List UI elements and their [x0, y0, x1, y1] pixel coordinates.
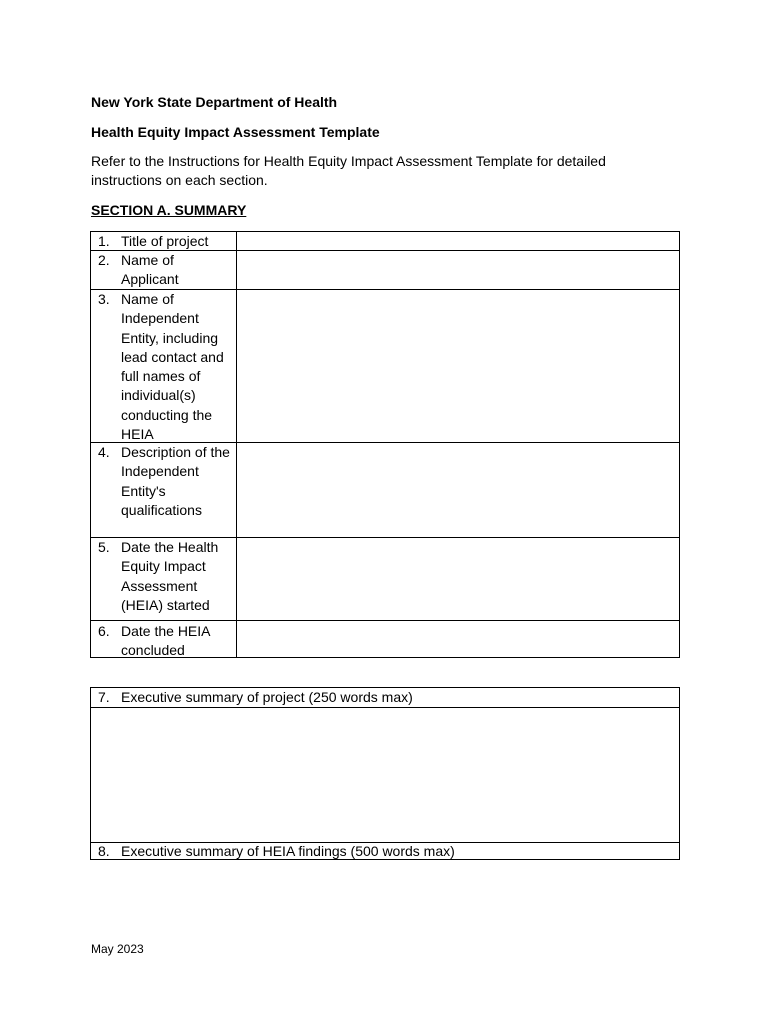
table-row: [91, 289, 679, 442]
row-number: 1.: [98, 233, 110, 249]
row-label: Date the HEIA concluded: [121, 623, 210, 659]
row-label-cell: [91, 232, 237, 250]
row-label: Executive summary of HEIA findings (500 words max): [121, 843, 455, 859]
entity-qualifications-field[interactable]: [237, 443, 679, 537]
table-row: [91, 688, 679, 707]
row-number: 6.: [98, 623, 110, 639]
row-label-cell: [91, 538, 237, 620]
section-a-heading: SECTION A. SUMMARY: [91, 202, 247, 218]
table-row: [91, 842, 679, 859]
table-row: [91, 232, 679, 250]
applicant-name-field[interactable]: [237, 251, 679, 289]
row-label: Description of the Independent Entity's qualifications: [121, 444, 230, 518]
row-label: Executive summary of project (250 words max): [121, 689, 413, 705]
row-number: 5.: [98, 539, 110, 555]
heia-start-date-field[interactable]: [237, 538, 679, 620]
row-number: 8.: [98, 843, 110, 859]
row-label: Date the Health Equity Impact Assessment (HEIA) started: [121, 539, 219, 613]
row-label-cell: [91, 443, 237, 537]
row-label: Name of Independent Entity, including lead contact and full names of individual(s) conducting the HEIA: [121, 291, 224, 443]
template-title: Health Equity Impact Assessment Template: [91, 124, 380, 140]
table-row: [91, 537, 679, 620]
intro-text: Refer to the Instructions for Health Equity Impact Assessment Template for detailed instructions on each section.: [91, 153, 606, 188]
heia-end-date-field[interactable]: [237, 621, 679, 657]
agency-name: New York State Department of Health: [91, 94, 338, 110]
project-summary-field[interactable]: [91, 707, 679, 842]
row-number: 2.: [98, 252, 110, 268]
independent-entity-field[interactable]: [237, 290, 679, 442]
table-row: [91, 442, 679, 537]
row-label: Name of Applicant: [121, 252, 179, 288]
row-number: 3.: [98, 291, 110, 307]
summary-table: [90, 231, 680, 658]
row-label-cell: [91, 621, 237, 657]
table-row: [91, 620, 679, 657]
table-row: [91, 250, 679, 289]
row-number: 7.: [98, 689, 110, 705]
row-label-cell: [91, 251, 237, 289]
row-number: 4.: [98, 444, 110, 460]
executive-summary-table: [90, 687, 680, 860]
row-label-cell: [91, 290, 237, 442]
title-of-project-field[interactable]: [237, 232, 679, 250]
footer-date: May 2023: [91, 942, 144, 956]
row-label: Title of project: [121, 233, 209, 249]
